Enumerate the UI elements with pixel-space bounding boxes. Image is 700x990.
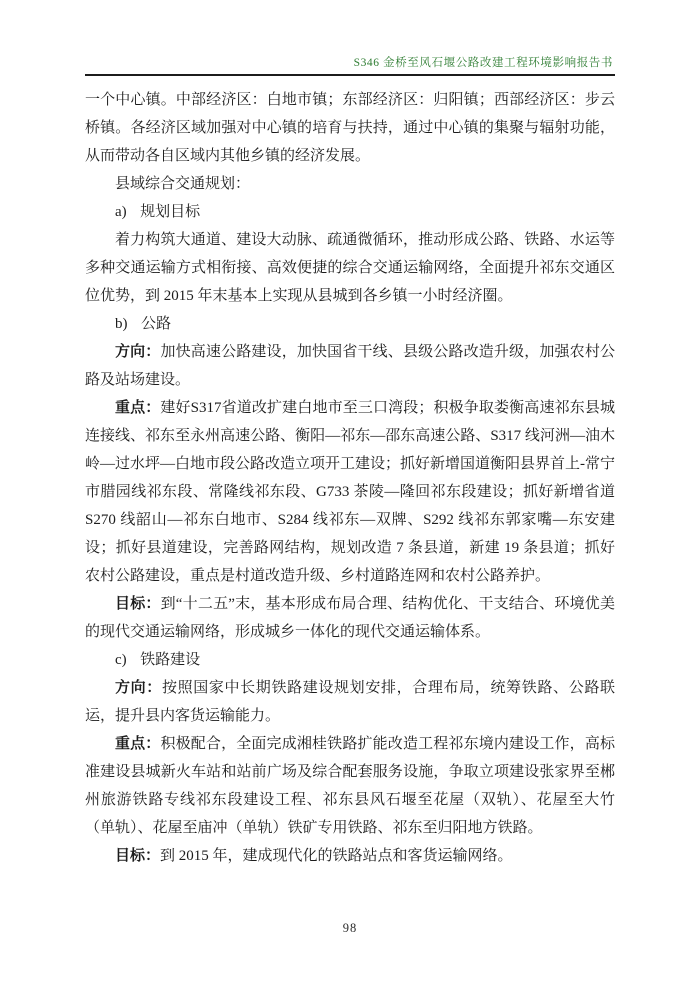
paragraph-lead: 方向：	[115, 680, 162, 696]
paragraph-lead: 目标：	[115, 596, 161, 612]
heading-marker: a)	[115, 204, 127, 220]
header-title: S346 金桥至风石堰公路改建工程环境影响报告书	[353, 57, 613, 69]
paragraph: 目标：到“十二五”末，基本形成布局合理、结构优化、干支结合、环境优美的现代交通运输网络，形成城乡一体化的现代交通运输体系。	[85, 596, 615, 640]
heading-title: 规划目标	[140, 204, 201, 220]
paragraph: 方向：按照国家中长期铁路建设规划安排，合理布局，统筹铁路、公路联运，提升县内客货运输能力。	[85, 680, 615, 724]
page-number: 98	[342, 921, 358, 935]
document-body	[85, 86, 615, 870]
paragraph-lead: 目标：	[115, 848, 161, 864]
paragraph: 重点：积极配合，全面完成湘桂铁路扩能改造工程祁东境内建设工作，高标准建设县城新火车站和站前广场及综合配套服务设施，争取立项建设张家界至郴州旅游铁路专线祁东段建设工程、祁东县风石堰至花屋（双轨）、花屋至大竹（单轨）、花屋至庙冲（单轨）铁矿专用铁路、祁东至归阳地方铁路。	[85, 736, 615, 836]
heading-title: 公路	[141, 316, 172, 332]
paragraph: 方向：加快高速公路建设，加快国省干线、县级公路改造升级，加强农村公路及站场建设。	[85, 344, 615, 388]
header-rule	[85, 74, 615, 76]
section-heading	[85, 198, 615, 226]
paragraph-lead: 方向：	[115, 344, 161, 360]
heading-marker: c)	[115, 652, 127, 668]
paragraph: 重点：建好S317省道改扩建白地市至三口湾段；积极争取娄衡高速祁东县城连接线、祁东至永州高速公路、衡阳—祁东—邵东高速公路、S317 线河洲—油木岭—过水坪—白地市段公路改造立项开工建设；抓好新增国道衡阳县界首上-常宁市腊园线祁东段、常隆线祁东段、G733 茶陵—隆回祁东段建设；抓好新增省道 S270 线韶山—祁东白地市、S284 线祁东—双牌、S292 线祁东郭家嘴—东安建设；抓好县道建设，完善路网结构，规划改造 7 条县道，新建 19 条县道；抓好农村公路建设，重点是村道改造升级、乡村道路连网和农村公路养护。	[85, 400, 615, 584]
section-heading	[85, 310, 615, 338]
paragraph: 着力构筑大通道、建设大动脉、疏通微循环，推动形成公路、铁路、水运等多种交通运输方式相衔接、高效便捷的综合交通运输网络，全面提升祁东交通区位优势，到 2015 年末基本上实现从县城到各乡镇一小时经济圈。	[85, 232, 615, 304]
paragraph: 目标：到 2015 年，建成现代化的铁路站点和客货运输网络。	[115, 848, 513, 864]
paragraph-lead: 重点：	[115, 736, 161, 752]
heading-marker: b)	[115, 316, 128, 332]
section-heading	[85, 646, 615, 674]
paragraph-lead: 重点：	[115, 400, 161, 416]
paragraph: 县域综合交通规划：	[115, 176, 251, 192]
paragraph: 一个中心镇。中部经济区：白地市镇；东部经济区：归阳镇；西部经济区：步云桥镇。各经济区域加强对中心镇的培育与扶持，通过中心镇的集聚与辐射功能，从而带动各自区域内其他乡镇的经济发展。	[85, 92, 615, 164]
heading-title: 铁路建设	[140, 652, 201, 668]
